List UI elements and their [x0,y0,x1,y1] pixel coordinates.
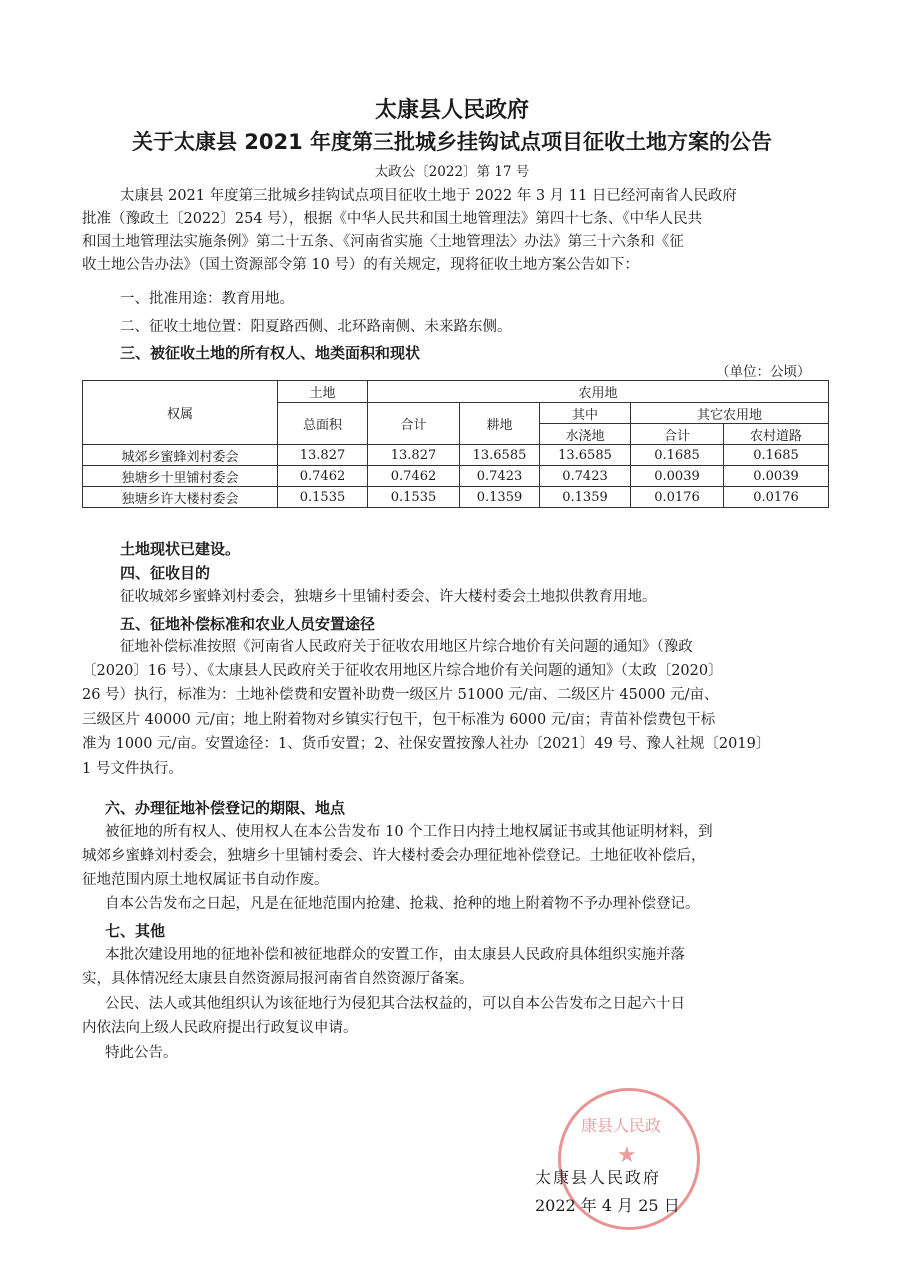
section-5-line-4: 三级区片 40000 元/亩；地上附着物对乡镇实行包干，包干标准为 6000 元/亩；青苗补偿费包干标 [82,712,716,728]
section-7-line-2: 实，具体情况经太康县自然资源局报河南省自然资源厅备案。 [82,971,474,987]
section-7-line-4: 内依法向上级人民政府提出行政复议申请。 [82,1020,358,1036]
cell-arable: 0.7423 [460,466,540,487]
table-row [83,445,829,466]
section-5-line-5: 准为 1000 元/亩。安置途径：1、货币安置；2、社保安置按豫人社办〔2021〕49 号、豫人社规〔2019〕 [82,736,771,752]
header-total-area: 总面积 [278,403,368,445]
section-6-line-2: 城郊乡蜜蜂刘村委会，独塘乡十里铺村委会、许大楼村委会办理征地补偿登记。土地征收补偿后， [82,848,706,864]
cell-other-subtotal: 0.0039 [631,466,724,487]
cell-total: 0.1535 [278,487,368,508]
signature-organization: 太康县人民政府 [535,1168,662,1187]
section-6-line-4: 自本公告发布之日起，凡是在征地范围内抢建、抢栽、抢种的地上附着物不予办理补偿登记。 [105,896,700,912]
section-6-heading: 六、办理征地补偿登记的期限、地点 [105,799,346,817]
header-rural-road: 农村道路 [724,424,829,445]
header-land: 土地 [278,381,368,403]
cell-arable: 0.1359 [460,487,540,508]
header-other-farmland: 其它农用地 [631,403,829,424]
land-area-table [82,380,829,508]
cell-irrigated: 13.6585 [540,445,631,466]
section-5-line-2: 〔2020〕16 号）、《太康县人民政府关于征收农用地区片综合地价有关问题的通知》（太政〔2020〕 [82,663,723,679]
section-5-line-6: 1 号文件执行。 [82,761,183,777]
table-row [83,466,829,487]
document-subtitle: 关于太康县 2021 年度第三批城乡挂钩试点项目征收土地方案的公告 [131,130,773,154]
header-owner: 权属 [83,381,278,445]
signature-date: 2022 年 4 月 25 日 [535,1196,680,1215]
section-2: 二、征收土地位置：阳夏路西侧、北环路南侧、未来路东侧。 [120,319,512,335]
intro-line-1: 太康县 2021 年度第三批城乡挂钩试点项目征收土地于 2022 年 3 月 11 日已经河南省人民政府 [120,188,737,204]
section-4-heading: 四、征收目的 [120,564,211,582]
header-of-which: 其中 [540,403,631,424]
document-number: 太政公〔2022〕第 17 号 [374,164,530,180]
cell-total: 0.7462 [278,466,368,487]
cell-owner: 独塘乡十里铺村委会 [83,466,278,487]
cell-subtotal: 0.1535 [368,487,460,508]
section-6-line-3: 征地范围内原土地权属证书自动作废。 [82,872,329,888]
header-irrigated: 水浇地 [540,424,631,445]
intro-line-2: 批准（豫政土〔2022〕254 号），根据《中华人民共和国土地管理法》第四十七条、《中华人民共 [82,211,703,227]
header-farmland: 农用地 [368,381,829,403]
section-6-line-1: 被征地的所有权人、使用权人在本公告发布 10 个工作日内持土地权属证书或其他证明材料，到 [105,824,713,840]
cell-owner: 独塘乡许大楼村委会 [83,487,278,508]
section-3-heading: 三、被征收土地的所有权人、地类面积和现状 [120,344,421,362]
cell-subtotal: 13.827 [368,445,460,466]
cell-road: 0.0039 [724,466,829,487]
cell-other-subtotal: 0.0176 [631,487,724,508]
land-status: 土地现状已建设。 [120,540,241,558]
section-7-heading: 七、其他 [105,922,166,940]
cell-irrigated: 0.7423 [540,466,631,487]
cell-total: 13.827 [278,445,368,466]
closing-line: 特此公告。 [105,1045,178,1061]
cell-other-subtotal: 0.1685 [631,445,724,466]
unit-label: （单位：公顷） [716,364,811,380]
seal-star-icon: ★ [617,1143,637,1168]
cell-road: 0.0176 [724,487,829,508]
intro-line-4: 收土地公告办法》（国土资源部令第 10 号）的有关规定，现将征收土地方案公告如下： [82,257,639,273]
cell-irrigated: 0.1359 [540,487,631,508]
cell-road: 0.1685 [724,445,829,466]
section-5-line-3: 26 号）执行，标准为：土地补偿费和安置补助费一级区片 51000 元/亩、二级区片 45000 元/亩、 [82,687,719,703]
header-arable: 耕地 [460,403,540,445]
section-1: 一、批准用途：教育用地。 [120,291,294,307]
header-subtotal: 合计 [368,403,460,445]
section-4-text: 征收城郊乡蜜蜂刘村委会，独塘乡十里铺村委会、许大楼村委会土地拟供教育用地。 [120,589,657,605]
header-other-subtotal: 合计 [631,424,724,445]
seal-text: 康县人民政 [581,1116,662,1135]
cell-arable: 13.6585 [460,445,540,466]
table-row [83,487,829,508]
section-7-line-3: 公民、法人或其他组织认为该征地行为侵犯其合法权益的，可以自本公告发布之日起六十日 [105,996,685,1012]
section-5-heading: 五、征地补偿标准和农业人员安置途径 [120,615,376,633]
intro-line-3: 和国土地管理法实施条例》第二十五条、《河南省实施〈土地管理法〉办法》第三十六条和《征 [82,234,684,250]
section-5-line-1: 征地补偿标准按照《河南省人民政府关于征收农用地区片综合地价有关问题的通知》（豫政 [120,639,693,655]
section-7-line-1: 本批次建设用地的征地补偿和被征地群众的安置工作，由太康县人民政府具体组织实施并落 [105,947,685,963]
cell-subtotal: 0.7462 [368,466,460,487]
document-title: 太康县人民政府 [374,98,529,123]
cell-owner: 城郊乡蜜蜂刘村委会 [83,445,278,466]
